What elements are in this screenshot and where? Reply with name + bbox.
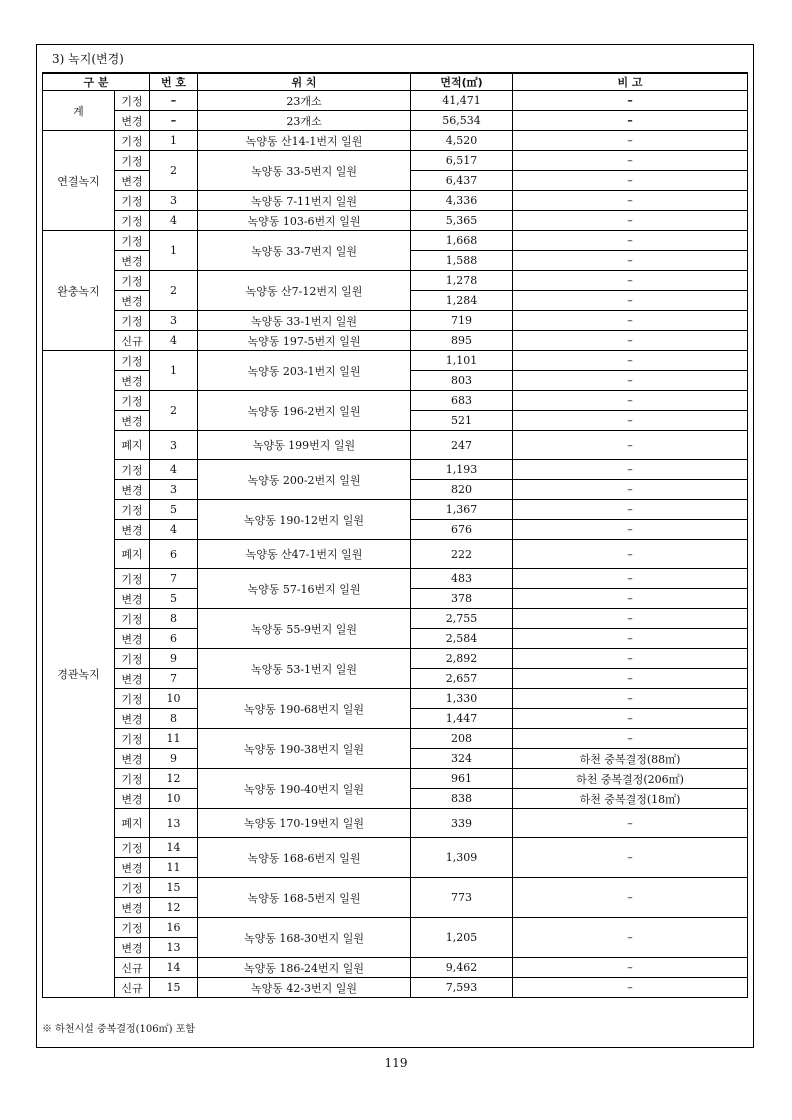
number-cell: 14	[150, 958, 198, 978]
area-cell: 838	[411, 789, 513, 809]
table-row	[43, 431, 748, 460]
area-cell: 1,309	[411, 838, 513, 878]
note-cell: –	[513, 918, 748, 958]
table-row	[43, 809, 748, 838]
area-cell: 222	[411, 540, 513, 569]
status-cell: 기정	[115, 311, 150, 331]
status-cell: 기정	[115, 231, 150, 251]
location-cell: 녹양동 190-12번지 일원	[198, 500, 411, 540]
location-cell: 녹양동 168-6번지 일원	[198, 838, 411, 878]
note-cell: –	[513, 191, 748, 211]
note-cell: –	[513, 371, 748, 391]
status-cell: 폐지	[115, 431, 150, 460]
location-cell: 녹양동 산47-1번지 일원	[198, 540, 411, 569]
note-cell: –	[513, 500, 748, 520]
header-category: 구 분	[43, 73, 150, 91]
note-cell: –	[513, 878, 748, 918]
number-cell: –	[150, 111, 198, 131]
note-cell: –	[513, 431, 748, 460]
note-cell: –	[513, 460, 748, 480]
table-row	[43, 769, 748, 789]
number-cell: 15	[150, 878, 198, 898]
area-cell: 324	[411, 749, 513, 769]
status-cell: 기정	[115, 151, 150, 171]
table-row	[43, 191, 748, 211]
area-cell: 2,584	[411, 629, 513, 649]
location-cell: 녹양동 42-3번지 일원	[198, 978, 411, 998]
number-cell: 4	[150, 331, 198, 351]
area-cell: 895	[411, 331, 513, 351]
table-row	[43, 351, 748, 371]
number-cell: 4	[150, 520, 198, 540]
number-cell: 5	[150, 589, 198, 609]
note-cell: –	[513, 291, 748, 311]
area-cell: 4,520	[411, 131, 513, 151]
table-row	[43, 151, 748, 171]
note-cell: 하천 중복결정(88㎡)	[513, 749, 748, 769]
status-cell: 기정	[115, 918, 150, 938]
note-cell: –	[513, 411, 748, 431]
area-cell: 1,588	[411, 251, 513, 271]
location-cell: 녹양동 196-2번지 일원	[198, 391, 411, 431]
number-cell: 7	[150, 669, 198, 689]
area-cell: 1,284	[411, 291, 513, 311]
area-cell: 378	[411, 589, 513, 609]
area-cell: 2,892	[411, 649, 513, 669]
location-cell: 녹양동 57-16번지 일원	[198, 569, 411, 609]
note-cell: –	[513, 91, 748, 111]
number-cell: 11	[150, 858, 198, 878]
area-cell: 339	[411, 809, 513, 838]
status-cell: 기정	[115, 878, 150, 898]
note-cell: –	[513, 978, 748, 998]
note-cell: –	[513, 809, 748, 838]
number-cell: 10	[150, 789, 198, 809]
status-cell: 기정	[115, 191, 150, 211]
status-cell: 기정	[115, 649, 150, 669]
table-row	[43, 729, 748, 749]
status-cell: 신규	[115, 978, 150, 998]
status-cell: 기정	[115, 211, 150, 231]
status-cell: 기정	[115, 460, 150, 480]
table-row	[43, 838, 748, 858]
table-row	[43, 609, 748, 629]
area-cell: 961	[411, 769, 513, 789]
number-cell: 2	[150, 271, 198, 311]
table-row	[43, 978, 748, 998]
note-cell: –	[513, 649, 748, 669]
number-cell: 1	[150, 231, 198, 271]
note-cell: –	[513, 609, 748, 629]
area-cell: 6,517	[411, 151, 513, 171]
location-cell: 녹양동 170-19번지 일원	[198, 809, 411, 838]
location-cell: 녹양동 190-38번지 일원	[198, 729, 411, 769]
number-cell: 1	[150, 131, 198, 151]
status-cell: 변경	[115, 411, 150, 431]
green-area-table	[42, 72, 748, 998]
note-cell: –	[513, 729, 748, 749]
status-cell: 변경	[115, 371, 150, 391]
area-cell: 1,278	[411, 271, 513, 291]
status-cell: 기정	[115, 838, 150, 858]
location-cell: 녹양동 103-6번지 일원	[198, 211, 411, 231]
table-row	[43, 211, 748, 231]
footnote: ※ 하천시설 중복결정(106㎡) 포함	[42, 1024, 196, 1035]
area-cell: 9,462	[411, 958, 513, 978]
area-cell: 2,755	[411, 609, 513, 629]
section-title: 3) 녹지(변경)	[52, 52, 124, 66]
area-cell: 820	[411, 480, 513, 500]
area-cell: 803	[411, 371, 513, 391]
area-cell: 6,437	[411, 171, 513, 191]
status-cell: 기정	[115, 729, 150, 749]
note-cell: –	[513, 391, 748, 411]
location-cell: 녹양동 168-5번지 일원	[198, 878, 411, 918]
note-cell: –	[513, 131, 748, 151]
location-cell: 녹양동 33-7번지 일원	[198, 231, 411, 271]
area-cell: 1,668	[411, 231, 513, 251]
note-cell: –	[513, 958, 748, 978]
location-cell: 녹양동 7-11번지 일원	[198, 191, 411, 211]
table-row	[43, 111, 748, 131]
number-cell: 14	[150, 838, 198, 858]
location-cell: 녹양동 168-30번지 일원	[198, 918, 411, 958]
table-row	[43, 918, 748, 938]
number-cell: 8	[150, 709, 198, 729]
note-cell: –	[513, 271, 748, 291]
status-cell: 기정	[115, 569, 150, 589]
area-cell: 1,205	[411, 918, 513, 958]
status-cell: 변경	[115, 589, 150, 609]
table-row	[43, 958, 748, 978]
location-cell: 녹양동 33-1번지 일원	[198, 311, 411, 331]
location-cell: 녹양동 199번지 일원	[198, 431, 411, 460]
number-cell: 3	[150, 431, 198, 460]
area-cell: 683	[411, 391, 513, 411]
note-cell: –	[513, 520, 748, 540]
status-cell: 변경	[115, 669, 150, 689]
area-cell: 247	[411, 431, 513, 460]
table-row	[43, 649, 748, 669]
note-cell: –	[513, 689, 748, 709]
number-cell: 3	[150, 191, 198, 211]
table-row	[43, 460, 748, 480]
status-cell: 변경	[115, 749, 150, 769]
area-cell: 1,367	[411, 500, 513, 520]
status-cell: 기정	[115, 500, 150, 520]
table-row	[43, 500, 748, 520]
area-cell: 676	[411, 520, 513, 540]
status-cell: 변경	[115, 480, 150, 500]
status-cell: 신규	[115, 958, 150, 978]
status-cell: 변경	[115, 858, 150, 878]
status-cell: 폐지	[115, 540, 150, 569]
area-cell: 5,365	[411, 211, 513, 231]
note-cell: –	[513, 589, 748, 609]
note-cell: –	[513, 569, 748, 589]
area-cell: 483	[411, 569, 513, 589]
location-cell: 녹양동 197-5번지 일원	[198, 331, 411, 351]
area-cell: 7,593	[411, 978, 513, 998]
area-cell: 521	[411, 411, 513, 431]
location-cell: 녹양동 33-5번지 일원	[198, 151, 411, 191]
location-cell: 녹양동 190-68번지 일원	[198, 689, 411, 729]
number-cell: 9	[150, 749, 198, 769]
note-cell: –	[513, 151, 748, 171]
note-cell: –	[513, 540, 748, 569]
status-cell: 변경	[115, 251, 150, 271]
table-row	[43, 569, 748, 589]
group-label: 경관녹지	[43, 351, 115, 998]
note-cell: –	[513, 311, 748, 331]
header-area: 면적(㎡)	[411, 73, 513, 91]
status-cell: 변경	[115, 291, 150, 311]
status-cell: 기정	[115, 271, 150, 291]
number-cell: 15	[150, 978, 198, 998]
group-label: 완충녹지	[43, 231, 115, 351]
header-note: 비 고	[513, 73, 748, 91]
number-cell: –	[150, 91, 198, 111]
area-cell: 773	[411, 878, 513, 918]
note-cell: –	[513, 709, 748, 729]
table-row	[43, 311, 748, 331]
status-cell: 기정	[115, 689, 150, 709]
header-location: 위 치	[198, 73, 411, 91]
number-cell: 7	[150, 569, 198, 589]
status-cell: 기정	[115, 769, 150, 789]
number-cell: 6	[150, 629, 198, 649]
status-cell: 폐지	[115, 809, 150, 838]
number-cell: 6	[150, 540, 198, 569]
area-cell: 2,657	[411, 669, 513, 689]
note-cell: –	[513, 251, 748, 271]
status-cell: 변경	[115, 898, 150, 918]
note-cell: –	[513, 629, 748, 649]
status-cell: 기정	[115, 351, 150, 371]
number-cell: 12	[150, 898, 198, 918]
area-cell: 1,330	[411, 689, 513, 709]
number-cell: 1	[150, 351, 198, 391]
number-cell: 9	[150, 649, 198, 669]
page-number: 119	[384, 1056, 408, 1070]
number-cell: 2	[150, 391, 198, 431]
note-cell: –	[513, 669, 748, 689]
status-cell: 변경	[115, 520, 150, 540]
area-cell: 41,471	[411, 91, 513, 111]
area-cell: 56,534	[411, 111, 513, 131]
status-cell: 변경	[115, 789, 150, 809]
location-cell: 녹양동 190-40번지 일원	[198, 769, 411, 809]
location-cell: 녹양동 203-1번지 일원	[198, 351, 411, 391]
status-cell: 기정	[115, 131, 150, 151]
location-cell: 녹양동 53-1번지 일원	[198, 649, 411, 689]
status-cell: 변경	[115, 629, 150, 649]
summary-label: 계	[43, 91, 115, 131]
status-cell: 기정	[115, 609, 150, 629]
location-cell: 녹양동 산7-12번지 일원	[198, 271, 411, 311]
table-row	[43, 391, 748, 411]
area-cell: 1,447	[411, 709, 513, 729]
note-cell: 하천 중복결정(206㎡)	[513, 769, 748, 789]
area-cell: 1,193	[411, 460, 513, 480]
table-row	[43, 231, 748, 251]
table-row	[43, 331, 748, 351]
table-row	[43, 878, 748, 898]
location-cell: 녹양동 55-9번지 일원	[198, 609, 411, 649]
note-cell: 하천 중복결정(18㎡)	[513, 789, 748, 809]
status-cell: 기정	[115, 91, 150, 111]
number-cell: 4	[150, 460, 198, 480]
note-cell: –	[513, 480, 748, 500]
note-cell: –	[513, 231, 748, 251]
note-cell: –	[513, 351, 748, 371]
area-cell: 1,101	[411, 351, 513, 371]
number-cell: 4	[150, 211, 198, 231]
number-cell: 8	[150, 609, 198, 629]
note-cell: –	[513, 211, 748, 231]
table-row	[43, 131, 748, 151]
group-label: 연결녹지	[43, 131, 115, 231]
location-cell: 23개소	[198, 91, 411, 111]
number-cell: 10	[150, 689, 198, 709]
header-number: 번 호	[150, 73, 198, 91]
location-cell: 녹양동 200-2번지 일원	[198, 460, 411, 500]
note-cell: –	[513, 331, 748, 351]
area-cell: 719	[411, 311, 513, 331]
number-cell: 3	[150, 480, 198, 500]
number-cell: 16	[150, 918, 198, 938]
location-cell: 녹양동 186-24번지 일원	[198, 958, 411, 978]
number-cell: 13	[150, 809, 198, 838]
status-cell: 기정	[115, 391, 150, 411]
status-cell: 변경	[115, 709, 150, 729]
number-cell: 12	[150, 769, 198, 789]
status-cell: 변경	[115, 171, 150, 191]
number-cell: 3	[150, 311, 198, 331]
table-row	[43, 540, 748, 569]
location-cell: 녹양동 산14-1번지 일원	[198, 131, 411, 151]
number-cell: 11	[150, 729, 198, 749]
status-cell: 신규	[115, 331, 150, 351]
area-cell: 208	[411, 729, 513, 749]
note-cell: –	[513, 838, 748, 878]
number-cell: 13	[150, 938, 198, 958]
status-cell: 변경	[115, 111, 150, 131]
table-row	[43, 689, 748, 709]
status-cell: 변경	[115, 938, 150, 958]
location-cell: 23개소	[198, 111, 411, 131]
number-cell: 5	[150, 500, 198, 520]
note-cell: –	[513, 171, 748, 191]
area-cell: 4,336	[411, 191, 513, 211]
table-row	[43, 91, 748, 111]
note-cell: –	[513, 111, 748, 131]
number-cell: 2	[150, 151, 198, 191]
table-header-row	[43, 73, 748, 91]
table-row	[43, 271, 748, 291]
